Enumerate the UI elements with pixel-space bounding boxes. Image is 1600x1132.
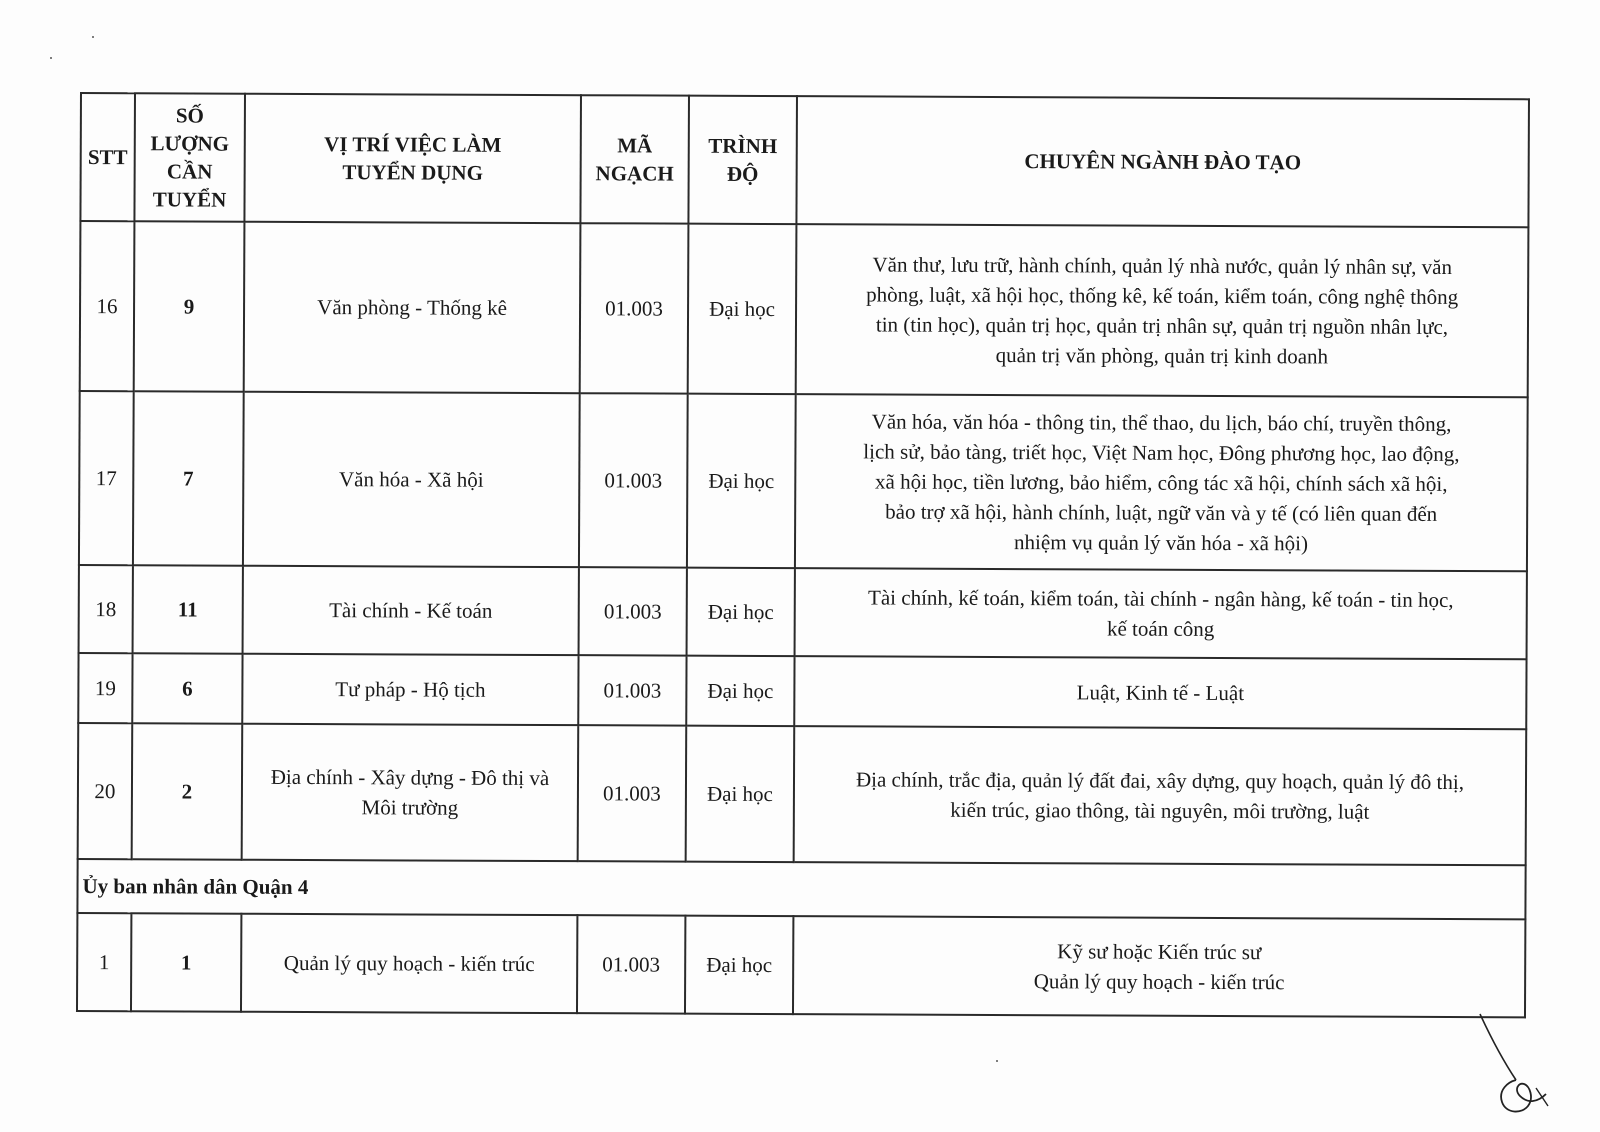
cell-quantity: 9 [134,221,245,391]
cell-code: 01.003 [579,567,687,655]
cell-level: Đại học [685,916,793,1014]
cell-quantity: 6 [132,653,242,723]
cell-major: Tài chính, kế toán, kiểm toán, tài chính - ngân hàng, kế toán - tin học, kế toán công [795,568,1527,659]
header-major: CHUYÊN NGÀNH ĐÀO TẠO [796,96,1529,227]
cell-position: Quản lý quy hoạch - kiến trúc [241,914,577,1013]
table-row [80,221,1529,397]
cell-stt: 16 [80,221,135,391]
table-row [79,565,1527,659]
cell-major: Luật, Kinh tế - Luật [794,656,1526,729]
cell-quantity: 11 [133,565,243,653]
scan-speck [996,1060,998,1062]
table-row [78,723,1527,865]
header-level: TRÌNH ĐỘ [688,96,797,224]
cell-position: Tư pháp - Hộ tịch [242,654,578,725]
cell-level: Đại học [686,656,794,726]
cell-level: Đại học [687,568,795,656]
cell-major: Địa chính, trắc địa, quản lý đất đai, xây dựng, quy hoạch, quản lý đô thị, kiến trúc, giao thông, tài nguyên, môi trường, luật [794,726,1527,865]
section-row [77,859,1525,919]
header-code: MÃ NGẠCH [580,95,689,223]
cell-major: Văn thư, lưu trữ, hành chính, quản lý nhà nước, quản lý nhân sự, văn phòng, luật, xã hội học, thống kê, kế toán, kiểm toán, công nghệ thông tin (tin học), quản trị học, quản trị nhân sự, quản trị nguồn nhân lực, quản trị văn phòng, quản trị kinh doanh [796,224,1529,397]
cell-stt: 18 [79,565,133,653]
cell-position: Văn phòng - Thống kê [244,222,581,393]
table-row [79,391,1528,571]
table-header-row [80,93,1529,227]
section-title: Ủy ban nhân dân Quận 4 [77,859,1525,919]
table-row [78,653,1526,729]
cell-major: Kỹ sư hoặc Kiến trúc sư Quản lý quy hoạch - kiến trúc [793,916,1525,1017]
cell-level: Đại học [686,726,795,862]
cell-code: 01.003 [577,915,685,1013]
cell-position: Địa chính - Xây dựng - Đô thị và Môi trường [242,724,579,861]
scan-speck [92,36,94,38]
cell-major: Văn hóa, văn hóa - thông tin, thể thao, du lịch, báo chí, truyền thông, lịch sử, bảo tàng, triết học, Việt Nam học, Đông phương học, lao động, xã hội học, tiền lương, bảo hiểm, công tác xã hội, chính sách xã hội, bảo trợ xã hội, hành chính, luật, ngữ văn và y tế (có liên quan đến nhiệm vụ quản lý văn hóa - xã hội) [795,394,1528,571]
header-quantity: SỐ LƯỢNG CẦN TUYỂN [134,93,245,221]
header-position: VỊ TRÍ VIỆC LÀM TUYỂN DỤNG [244,94,581,223]
initial-signature [1478,1010,1568,1120]
cell-stt: 17 [79,391,134,565]
cell-code: 01.003 [578,725,687,861]
recruitment-table [76,92,1530,1018]
cell-code: 01.003 [579,393,688,567]
cell-quantity: 7 [133,391,244,565]
cell-quantity: 2 [132,723,243,859]
cell-level: Đại học [688,224,797,394]
cell-level: Đại học [687,394,796,568]
scan-speck [50,57,52,59]
header-stt: STT [80,93,135,221]
cell-position: Tài chính - Kế toán [243,566,579,655]
table-row [77,913,1525,1017]
cell-code: 01.003 [578,655,686,725]
cell-stt: 19 [78,653,132,723]
cell-stt: 1 [77,913,131,1011]
cell-position: Văn hóa - Xã hội [243,392,580,567]
cell-stt: 20 [78,723,133,859]
cell-code: 01.003 [580,223,689,393]
cell-quantity: 1 [131,913,241,1011]
